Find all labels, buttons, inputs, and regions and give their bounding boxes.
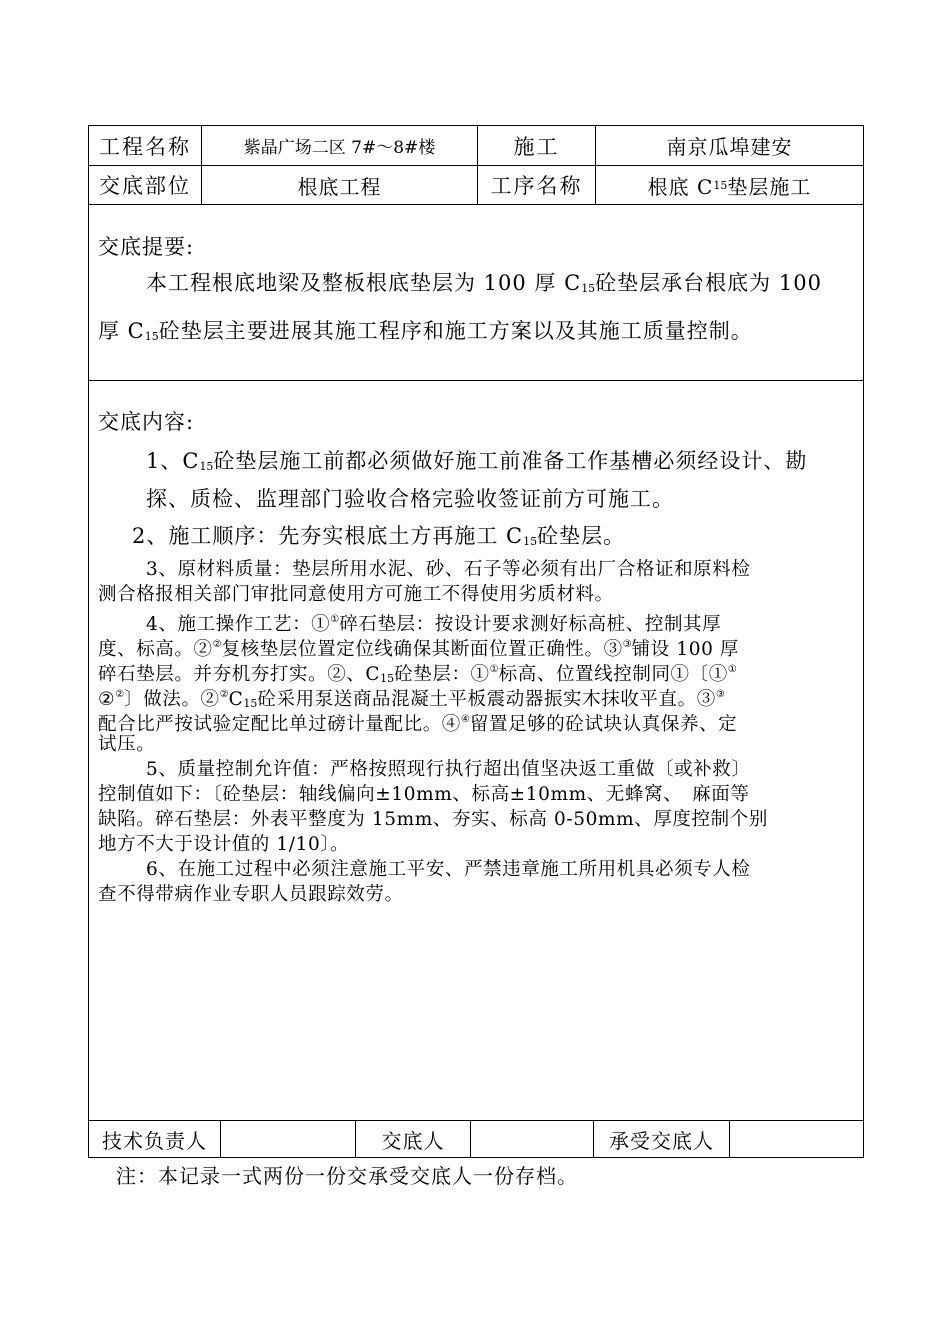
item1-text-b: 砼垫层施工前都必须做好施工前准备工作基槽必须经设计、勘 [213,449,808,473]
content-item-6-line-1: 6、在施工过程中必须注意施工平安、严禁违章施工所用机具必须专人检 [146,859,751,880]
disclosure-part-value: 根底工程 [297,174,382,199]
process-name-text-a: 根底 C [647,174,714,199]
summary-heading: 交底提要: [98,235,195,259]
content-heading: 交底内容: [98,410,195,434]
content-item-6-line-2: 查不得带病作业专职人员跟踪效劳。 [98,884,404,905]
item4-l3-a: 碎石垫层。并夯机夯打实。②、C [98,664,381,685]
item4-l5-b: 留置足够的砼试块认真保养、定 [469,714,738,735]
summary-text-1a: 本工程根底地梁及整板根底垫层为 100 厚 C [146,271,582,295]
contractor-label: 施工 [513,134,560,159]
content-item-5-line-4: 地方不大于设计值的 1/10〕。 [98,834,350,855]
item4-l4-c: C [228,689,244,710]
record-note: 注：本记录一式两份一份交承受交底人一份存档。 [116,1164,578,1188]
process-name-value [596,166,863,204]
summary-line-2 [98,315,753,345]
summary-subscript-1: 15 [581,282,596,295]
contractor-value: 南京瓜埠建安 [666,135,793,159]
content-item-2 [132,520,625,550]
process-name-label: 工序名称 [490,174,583,198]
item4-l2-a: 度、标高。② [98,639,213,660]
item2-text-a: 2、施工顺序：先夯实根底土方再施工 C [132,524,524,548]
content-item-1-line-1 [146,445,807,475]
content-item-3-line-2: 测合格报相关部门审批同意使用方可施工不得使用劣质材料。 [98,584,614,605]
item4-l3-sup2: ① [727,664,737,675]
item2-text-b: 砼垫层。 [537,524,626,548]
item4-l3-b: 砼垫层：① [394,664,490,685]
content-item-4-line-6: 试压。 [98,734,156,755]
item4-l4-sup: ② [115,689,125,700]
project-name-value: 紫晶广场二区 7#～8#楼 [243,138,436,158]
content-item-3-line-1: 3、原材料质量：垫层所用水泥、砂、石子等必须有出厂合格证和原料检 [146,559,751,580]
item4-l4-sup3: ③ [715,689,725,700]
item4-l2-b: 复核垫层位置定位线确保其断面位置正确性。③ [221,639,623,660]
table-bottom-border [88,1157,864,1158]
item4-l3-sup: ① [489,664,499,675]
item4-l1-sup: ① [330,614,340,625]
content-item-5-line-2: 控制值如下：〔砼垫层：轴线偏向±10mm、标高±10mm、无蜂窝、 麻面等 [98,784,750,805]
summary-text-1b: 砼垫层承台根底为 100 [595,271,822,295]
content-item-5-line-3: 缺陷。碎石垫层：外表平整度为 15mm、夯实、标高 0-50mm、厚度控制个别 [98,809,768,830]
summary-subscript-2: 15 [144,330,159,343]
row-divider-2 [88,204,864,205]
process-name-text-b: 垫层施工 [727,174,812,199]
item4-l5-sup: ④ [460,714,470,725]
item4-l5-a: 配合比严按试验定配比单过磅计量配比。④ [98,714,461,735]
summary-text-2a: 厚 C [98,319,145,343]
discloser-label: 交底人 [381,1128,445,1153]
item1-subscript: 15 [199,460,214,473]
item4-l4-sup2: ② [219,689,229,700]
content-item-4-line-5 [98,707,737,737]
receiver-signature-field[interactable] [730,1121,863,1157]
item4-l4-b: 〕做法。② [124,689,220,710]
receiver-label: 承受交底人 [609,1128,714,1153]
item4-l2-c: 铺设 100 厚 [631,639,740,660]
tech-lead-signature-field[interactable] [221,1121,355,1157]
item4-l4-a: ② [98,689,116,710]
summary-line-1 [146,267,822,297]
item4-l3-sub: 15 [380,672,395,685]
discloser-signature-field[interactable] [471,1121,593,1157]
summary-text-2b: 砼垫层主要进展其施工程序和施工方案以及其施工质量控制。 [158,319,753,343]
item4-l2-sup: ② [212,639,222,650]
item4-l3-c: 标高、位置线控制同①〔① [498,664,728,685]
content-item-1-line-2: 探、质检、监理部门验收合格完验收签证前方可施工。 [146,487,674,511]
table-right-border [863,125,864,1158]
row-divider-3 [88,380,864,381]
item1-text-a: 1、C [146,449,200,473]
item4-l1-a: 4、施工操作工艺：① [146,614,331,635]
item4-l4-sub: 15 [243,697,258,710]
item4-l1-b: 碎石垫层：按设计要求测好标高桩、控制其厚 [339,614,722,635]
item4-l4-d: 砼采用泵送商品混凝土平板震动器振实木抹收平直。③ [257,689,716,710]
content-item-5-line-1: 5、质量控制允许值：严格按照现行执行超出值坚决返工重做〔或补救〕 [146,759,751,780]
disclosure-part-label: 交底部位 [99,174,191,198]
tech-lead-label: 技术负责人 [102,1128,207,1153]
item4-l2-sup2: ③ [622,639,632,650]
process-name-subscript: 15 [713,178,728,192]
item2-subscript: 15 [523,535,538,548]
table-left-border [88,125,89,1158]
project-name-label: 工程名称 [99,134,191,159]
